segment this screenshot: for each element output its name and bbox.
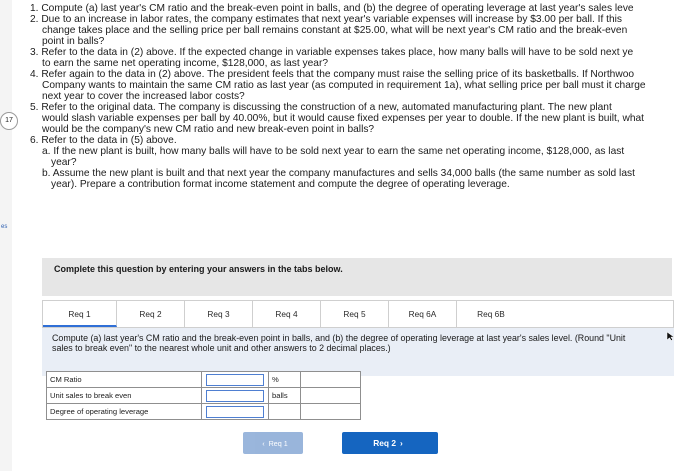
side-link-label[interactable]: es [1, 224, 8, 230]
prev-button-label: Req 1 [268, 438, 288, 448]
mouse-pointer-icon [666, 331, 676, 341]
tab-req-6a[interactable]: Req 6A [389, 301, 457, 327]
unit-label: % [269, 372, 301, 388]
requirement-tabs [42, 300, 674, 328]
tab-req-3[interactable]: Req 3 [185, 301, 253, 327]
table-row [47, 372, 361, 388]
question-line: 6. Refer to the data in (5) above. [30, 135, 177, 146]
operating-leverage-input[interactable] [206, 406, 264, 418]
answer-table [46, 371, 361, 420]
chevron-right-icon: › [400, 438, 403, 448]
break-even-units-input[interactable] [206, 390, 264, 402]
question-line: would slash variable expenses per ball by 40.00%, but it would cause fixed expenses per year to double. If the new plant is built, what [42, 113, 644, 124]
unit-label [269, 404, 301, 420]
question-line: b. Assume the new plant is built and that next year the company manufactures and sells 34,000 balls (the same number as sold last [42, 168, 635, 179]
left-gutter [0, 0, 12, 471]
next-button-label: Req 2 [373, 438, 396, 448]
tab-req-1[interactable]: Req 1 [43, 301, 117, 327]
question-line: Company wants to maintain the same CM ratio as last year (as computed in requirement 1a), what selling price per ball must it charge [42, 80, 646, 91]
row-label: Degree of operating leverage [47, 404, 202, 420]
chevron-left-icon: ‹ [262, 438, 265, 448]
question-line: 3. Refer to the data in (2) above. If the expected change in variable expenses takes place, how many balls will have to be sold next ye [30, 47, 634, 58]
row-label: CM Ratio [47, 372, 202, 388]
tab-req-4[interactable]: Req 4 [253, 301, 321, 327]
question-line: 1. Compute (a) last year's CM ratio and the break-even point in balls, and (b) the degree of operating leverage at last year's sales leve [30, 3, 634, 14]
question-line: 2. Due to an increase in labor rates, the company estimates that next year's variable expenses will increase by $3.00 per ball. If this [30, 14, 622, 25]
question-line: 4. Refer again to the data in (2) above. The president feels that the company must raise the selling price of its basketballs. If Northwoo [30, 69, 635, 80]
question-line: year). Prepare a contribution format income statement and compute the degree of operating leverage. [51, 179, 510, 190]
question-text [30, 3, 700, 190]
question-line: next year to cover the increased labor costs? [42, 91, 245, 102]
tab-req-2[interactable]: Req 2 [117, 301, 185, 327]
question-line: point in balls? [42, 36, 105, 47]
requirement-prompt: Compute (a) last year's CM ratio and the break-even point in balls, and (b) the degree of operating leverage at last year's sales level. (Round "Unit sales to break even" to the nearest whole unit and other answers to 2 decimal places.) [52, 333, 626, 353]
unit-label: balls [269, 388, 301, 404]
cm-ratio-input[interactable] [206, 374, 264, 386]
tab-req-5[interactable]: Req 5 [321, 301, 389, 327]
question-line: 5. Refer to the original data. The company is discussing the construction of a new, automated manufacturing plant. The new plant [30, 102, 612, 113]
question-number-badge: 17 [0, 112, 18, 130]
table-row [47, 388, 361, 404]
previous-req-button[interactable] [243, 432, 303, 454]
question-line: a. If the new plant is built, how many balls will have to be sold next year to earn the same net operating income, $128,000, as last [42, 146, 625, 157]
table-row [47, 404, 361, 420]
question-line: would be the company's new CM ratio and new break-even point in balls? [42, 124, 375, 135]
question-line: change takes place and the selling price per ball remains constant at $25.00, what will be next year's CM ratio and the break-even [42, 25, 628, 36]
question-line: to earn the same net operating income, $128,000, as last year? [42, 58, 328, 69]
row-label: Unit sales to break even [47, 388, 202, 404]
question-line: year? [51, 157, 77, 168]
next-req-button[interactable] [342, 432, 438, 454]
tab-req-6b[interactable]: Req 6B [477, 309, 505, 319]
instruction-text: Complete this question by entering your answers in the tabs below. [54, 264, 343, 274]
